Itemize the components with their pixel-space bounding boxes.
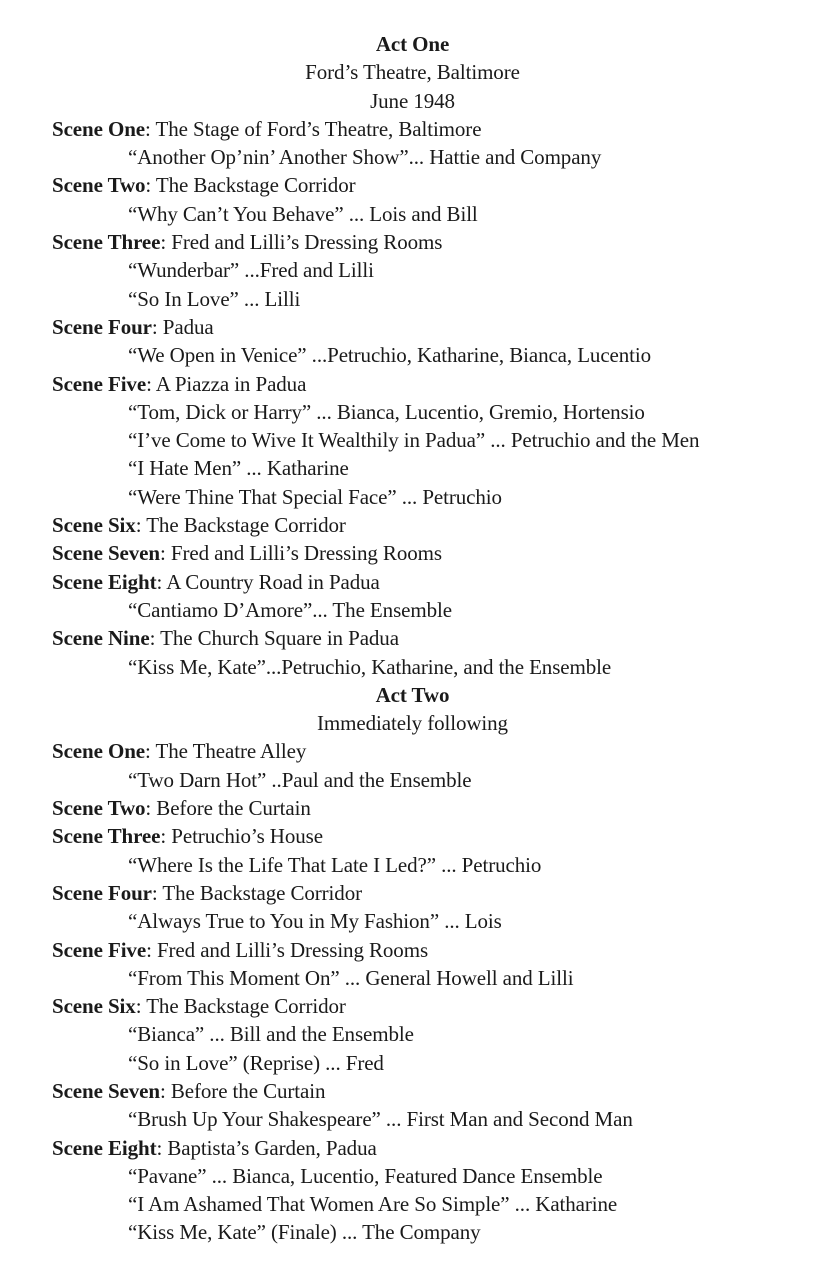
song-item: “Brush Up Your Shakespeare” ... First Man and Second Man xyxy=(128,1107,633,1132)
scene-setting: Fred and Lilli’s Dressing Rooms xyxy=(156,937,429,962)
scene-setting: Fred and Lilli’s Dressing Rooms xyxy=(170,541,442,566)
song-item: “I’ve Come to Wive It Wealthily in Padua” ... Petruchio and the Men xyxy=(128,428,700,453)
act-subtitle: June 1948 xyxy=(370,88,455,113)
program-listing xyxy=(0,30,825,1247)
scene-setting: The Stage of Ford’s Theatre, Baltimore xyxy=(155,116,482,141)
scene-setting: Before the Curtain xyxy=(156,796,311,821)
act-section xyxy=(0,30,825,681)
scene-name: Scene Eight xyxy=(52,1135,157,1160)
scene-heading xyxy=(0,1077,825,1105)
scene-setting: The Church Square in Padua xyxy=(160,626,399,651)
scene-name: Scene Seven xyxy=(52,541,160,566)
scene-heading xyxy=(0,936,825,964)
song-item: “Always True to You in My Fashion” ... Lois xyxy=(128,909,502,934)
act-title: Act One xyxy=(375,32,450,56)
scene-separator: : xyxy=(145,116,156,141)
scene-name: Scene Two xyxy=(52,173,146,198)
scene-heading xyxy=(0,737,825,765)
scene-separator: : xyxy=(145,796,157,821)
scene-setting: Padua xyxy=(162,314,214,339)
scene-separator: : xyxy=(151,880,163,905)
scene-separator: : xyxy=(146,937,157,962)
scene-separator: : xyxy=(151,314,163,339)
act-title: Act Two xyxy=(375,682,450,707)
song-item: “Why Can’t You Behave” ... Lois and Bill xyxy=(128,201,478,226)
scene-name: Scene One xyxy=(52,739,146,764)
scene-heading xyxy=(0,568,825,596)
scene-setting: A Country Road in Padua xyxy=(166,569,380,594)
scene-setting: The Backstage Corridor xyxy=(146,513,346,538)
scene-name: Scene Nine xyxy=(52,626,150,651)
scene-name: Scene Four xyxy=(52,880,152,905)
scene-name: Scene Four xyxy=(52,314,152,339)
song-item: “Wunderbar” ...Fred and Lilli xyxy=(128,258,374,283)
scene-separator: : xyxy=(135,513,147,538)
scene-setting: Petruchio’s House xyxy=(171,824,323,849)
song-item: “I Am Ashamed That Women Are So Simple” ... Katharine xyxy=(128,1192,618,1217)
scene-heading xyxy=(0,624,825,652)
scene-name: Scene Five xyxy=(52,937,147,962)
song-item: “Cantiamo D’Amore”... The Ensemble xyxy=(128,597,452,622)
scene-separator: : xyxy=(160,230,172,255)
song-item: “Another Op’nin’ Another Show”... Hattie and Company xyxy=(128,145,602,170)
scene-heading xyxy=(0,115,825,143)
song-item: “We Open in Venice” ...Petruchio, Katharine, Bianca, Lucentio xyxy=(128,343,652,368)
scene-separator: : xyxy=(160,824,172,849)
scene-name: Scene Seven xyxy=(52,1078,160,1103)
scene-heading xyxy=(0,794,825,822)
act-subtitle: Immediately following xyxy=(317,711,508,736)
scene-setting: The Backstage Corridor xyxy=(155,173,356,198)
song-item: “Two Darn Hot” ..Paul and the Ensemble xyxy=(128,767,472,792)
scene-setting: A Piazza in Padua xyxy=(155,371,307,396)
scene-heading xyxy=(0,171,825,199)
scene-setting: The Backstage Corridor xyxy=(162,880,362,905)
scene-name: Scene Three xyxy=(52,230,161,255)
song-item: “So in Love” (Reprise) ... Fred xyxy=(128,1050,384,1075)
scene-name: Scene Five xyxy=(52,371,147,396)
scene-name: Scene Six xyxy=(52,513,136,538)
scene-separator: : xyxy=(146,371,156,396)
scene-setting: Before the Curtain xyxy=(170,1078,326,1103)
song-item: “Kiss Me, Kate” (Finale) ... The Company xyxy=(128,1220,481,1245)
song-item: “Were Thine That Special Face” ... Petruchio xyxy=(128,484,502,509)
scene-heading xyxy=(0,370,825,398)
scene-name: Scene Three xyxy=(52,824,161,849)
scene-setting: The Theatre Alley xyxy=(155,739,307,764)
scene-heading xyxy=(0,228,825,256)
scene-heading xyxy=(0,879,825,907)
scene-setting: Baptista’s Garden, Padua xyxy=(167,1135,377,1160)
scene-heading xyxy=(0,511,825,539)
song-item: “Tom, Dick or Harry” ... Bianca, Lucentio, Gremio, Hortensio xyxy=(128,399,645,424)
song-item: “I Hate Men” ... Katharine xyxy=(128,456,349,481)
scene-heading xyxy=(0,313,825,341)
scene-name: Scene Six xyxy=(52,994,136,1019)
scene-separator: : xyxy=(145,739,156,764)
scene-heading xyxy=(0,822,825,850)
scene-setting: Fred and Lilli’s Dressing Rooms xyxy=(171,230,443,255)
song-item: “So In Love” ... Lilli xyxy=(128,286,301,311)
scene-setting: The Backstage Corridor xyxy=(146,994,346,1019)
scene-separator: : xyxy=(145,173,156,198)
scene-heading xyxy=(0,1134,825,1162)
scene-separator: : xyxy=(156,1135,168,1160)
scene-name: Scene Eight xyxy=(52,569,157,594)
song-item: “Bianca” ... Bill and the Ensemble xyxy=(128,1022,414,1047)
scene-name: Scene Two xyxy=(52,796,146,821)
scene-heading xyxy=(0,539,825,567)
scene-separator: : xyxy=(159,1078,171,1103)
scene-name: Scene One xyxy=(52,116,146,141)
scene-separator: : xyxy=(135,994,147,1019)
scene-separator: : xyxy=(159,541,171,566)
song-item: “Where Is the Life That Late I Led?” ... Petruchio xyxy=(128,852,542,877)
scene-heading xyxy=(0,992,825,1020)
song-item: “Pavane” ... Bianca, Lucentio, Featured Dance Ensemble xyxy=(128,1163,603,1188)
song-item: “From This Moment On” ... General Howell and Lilli xyxy=(128,965,574,990)
act-section xyxy=(0,681,825,1247)
scene-separator: : xyxy=(149,626,161,651)
scene-separator: : xyxy=(156,569,167,594)
act-subtitle: Ford’s Theatre, Baltimore xyxy=(305,60,520,85)
song-item: “Kiss Me, Kate”...Petruchio, Katharine, and the Ensemble xyxy=(128,654,612,679)
